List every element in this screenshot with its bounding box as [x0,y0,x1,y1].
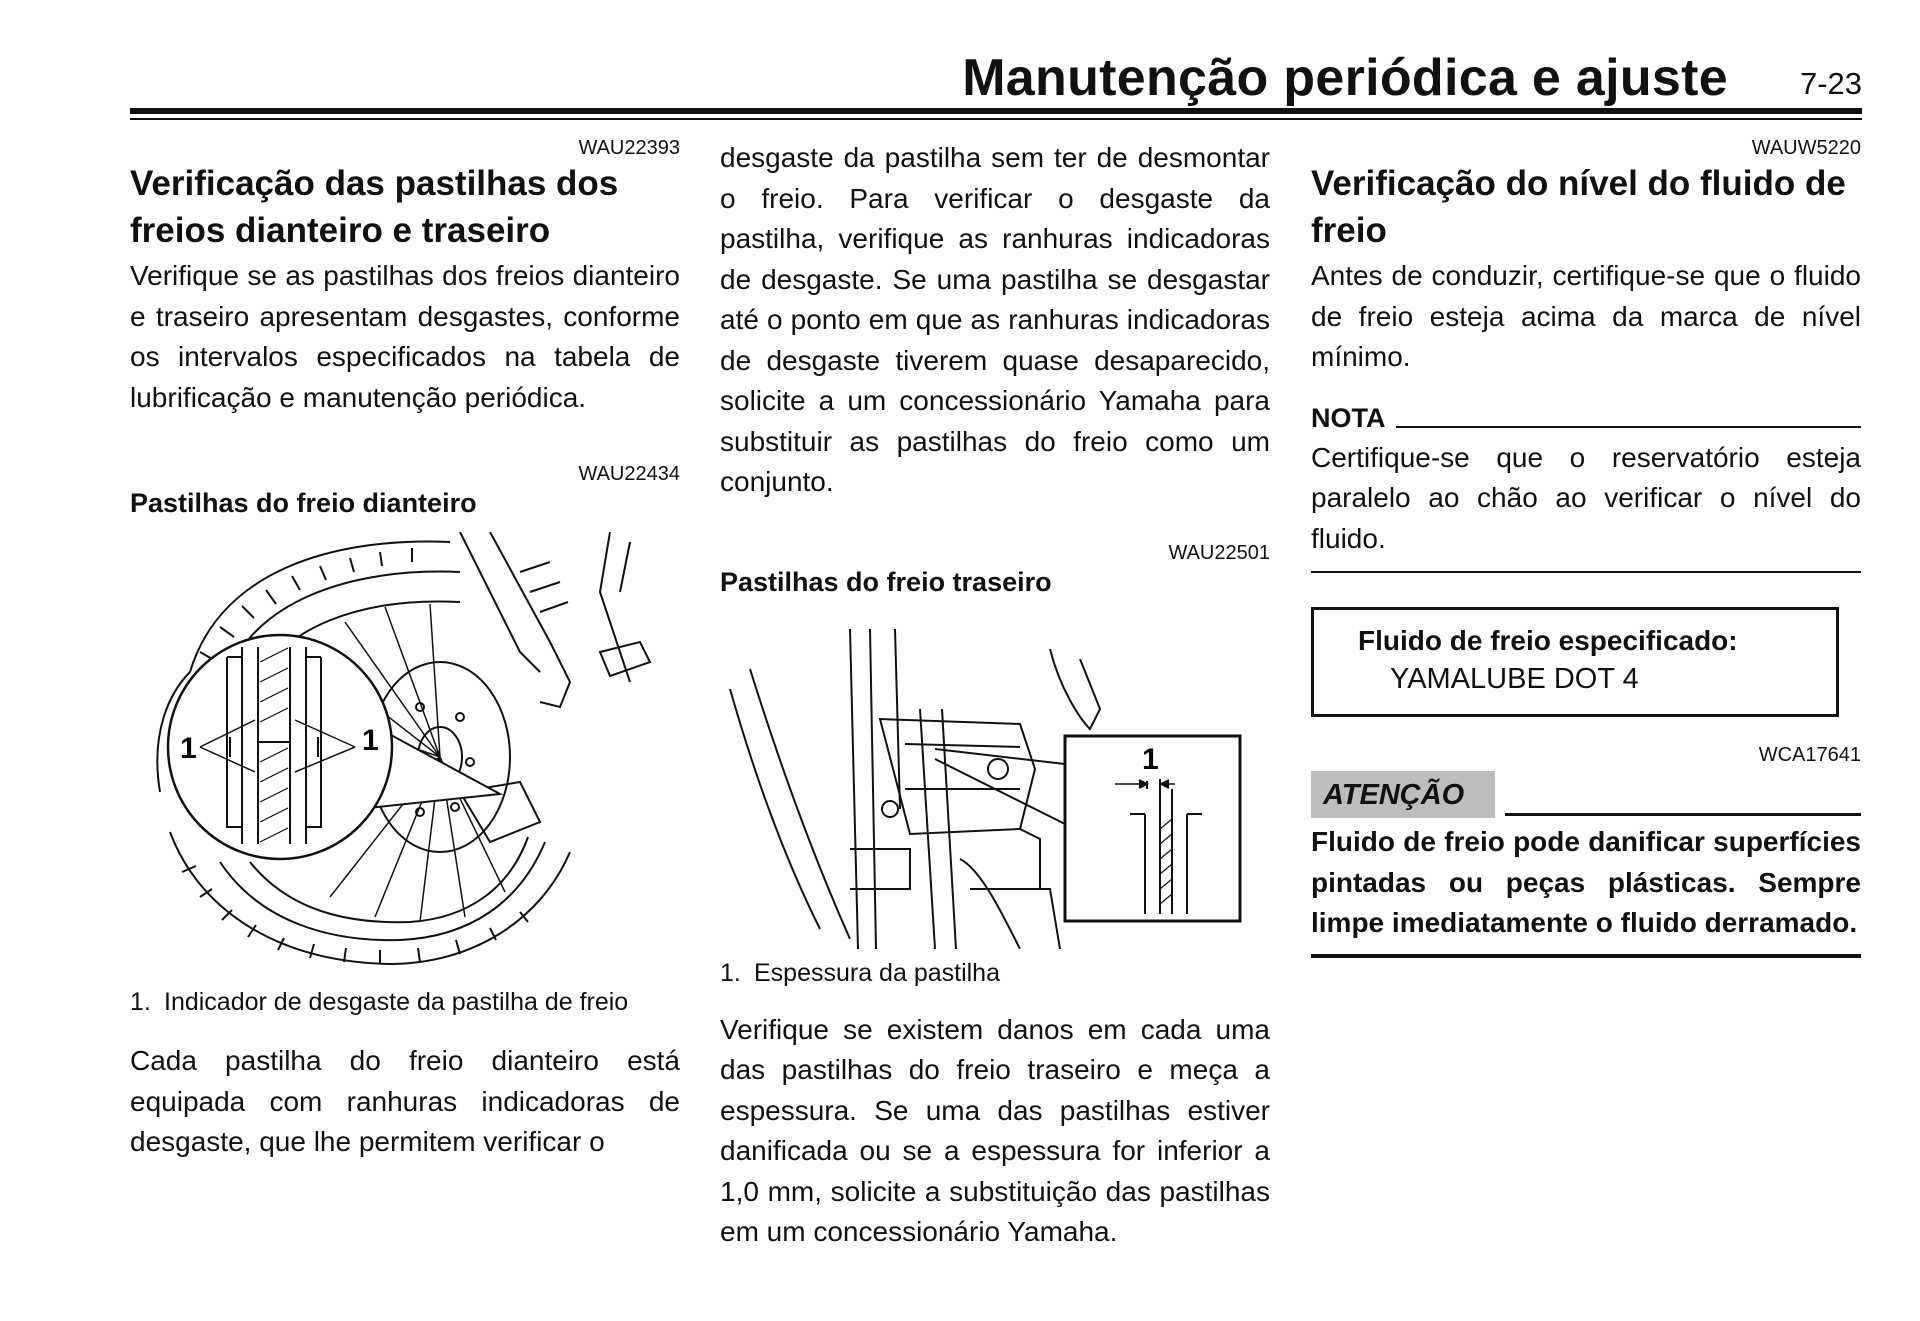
column-1 [130,136,680,1163]
column-2 [720,138,1270,1253]
section-code: WAUW5220 [1751,137,1861,159]
callout-thickness: 1 [1142,742,1159,776]
section-code: WCA17641 [1758,744,1861,766]
nota-end-rule [1311,571,1861,573]
nota-label: NOTA [1311,402,1386,433]
section-title-fluid-level: Verificação do nível do fluido de freio [1311,164,1846,250]
bracket [1050,649,1100,729]
caption-number: 1. [720,958,741,987]
atencao-heading [1311,771,1861,818]
rear-brake-figure [720,629,1270,949]
front-brake-figure [130,532,680,972]
callout-left: 1 [180,732,197,765]
nota-heading [1311,402,1861,434]
warning-text: Fluido de freio pode danificar superfícies pintadas ou peças plásticas. Sempre limpe imediatamente o fluido derramado. [1311,826,1861,938]
tire-outer-bottom [170,832,570,964]
subheading-rear-pads: Pastilhas do freio traseiro [720,566,1052,597]
fork-leg [460,532,570,707]
nota-text: Certifique-se que o reservatório esteja paralelo ao chão ao verificar o nível do fluido. [1311,441,1861,554]
section-title-pad-check: Verificação das pastilhas dos freios dianteiro e traseiro [130,164,619,250]
callout-right: 1 [362,724,379,757]
spec-box [1311,607,1839,717]
paragraph-pad-intro: Verifique se as pastilhas dos freios dianteiro e traseiro apresentam desgastes, conforme os intervalos especificados na tabela de lubrificação e manutenção periódica. [130,260,680,413]
rear-caliper-illustration [720,629,1270,949]
figure-caption [130,986,680,1019]
atencao-badge: ATENÇÃO [1311,771,1495,818]
fork-detail [520,562,568,612]
warning-end-rule [1311,954,1861,958]
spec-value: YAMALUBE DOT 4 [1390,663,1639,695]
paragraph-front-pads: Cada pastilha do freio dianteiro está equipada com ranhuras indicadoras de desgaste, que lhe permitem verificar o [130,1045,680,1157]
frame-tube [850,629,876,949]
caliper-bracket [600,642,650,676]
front-wheel-illustration [130,532,680,972]
column-3 [1311,136,1861,958]
page-title: Manutenção periódica e ajuste [962,49,1728,107]
section-code: WAU22393 [578,137,680,159]
paragraph-pad-wear: desgaste da pastilha sem ter de desmontar o freio. Para verificar o desgaste da pastilha, verifique as ranhuras indicadoras de desgaste. Se uma pastilha se desgastar até o ponto em que as ranhuras indicadoras de desgaste tiverem quase desaparecido, solicite a um concessionário Yamaha para substituir as pastilhas do freio como um conjunto. [720,142,1270,497]
paragraph-fluid-level: Antes de conduzir, certifique-se que o fluido de freio esteja acima da marca de nível mínimo. [1311,260,1861,372]
spec-title: Fluido de freio especificado: [1358,625,1738,656]
nota-rule [1396,426,1862,428]
caliper-body [880,719,1035,834]
section-code: WAU22501 [1168,541,1270,564]
header-rule-thick [130,108,1862,114]
page-header [130,44,1862,124]
detail-callout [935,736,1240,921]
atencao-rule [1505,813,1861,816]
header-rule-thin [130,118,1862,120]
figure-caption [720,957,1270,990]
paragraph-rear-pads: Verifique se existem danos em cada uma das pastilhas do freio traseiro e meça a espessura. Se uma das pastilhas estiver danificada ou se a espessura for inferior a 1,0 mm, solicite a substituição das pastilhas em um concessionário Yamaha. [720,1013,1270,1247]
caption-text: Espessura da pastilha [754,958,1000,987]
subheading-front-pads: Pastilhas do freio dianteiro [130,488,477,518]
section-code: WAU22434 [578,463,680,485]
page-number: 7-23 [1799,66,1862,101]
caption-text: Indicador de desgaste da pastilha de freio [164,988,629,1016]
caption-number: 1. [130,988,151,1016]
fender [600,532,630,682]
swingarm-edge [730,689,820,929]
